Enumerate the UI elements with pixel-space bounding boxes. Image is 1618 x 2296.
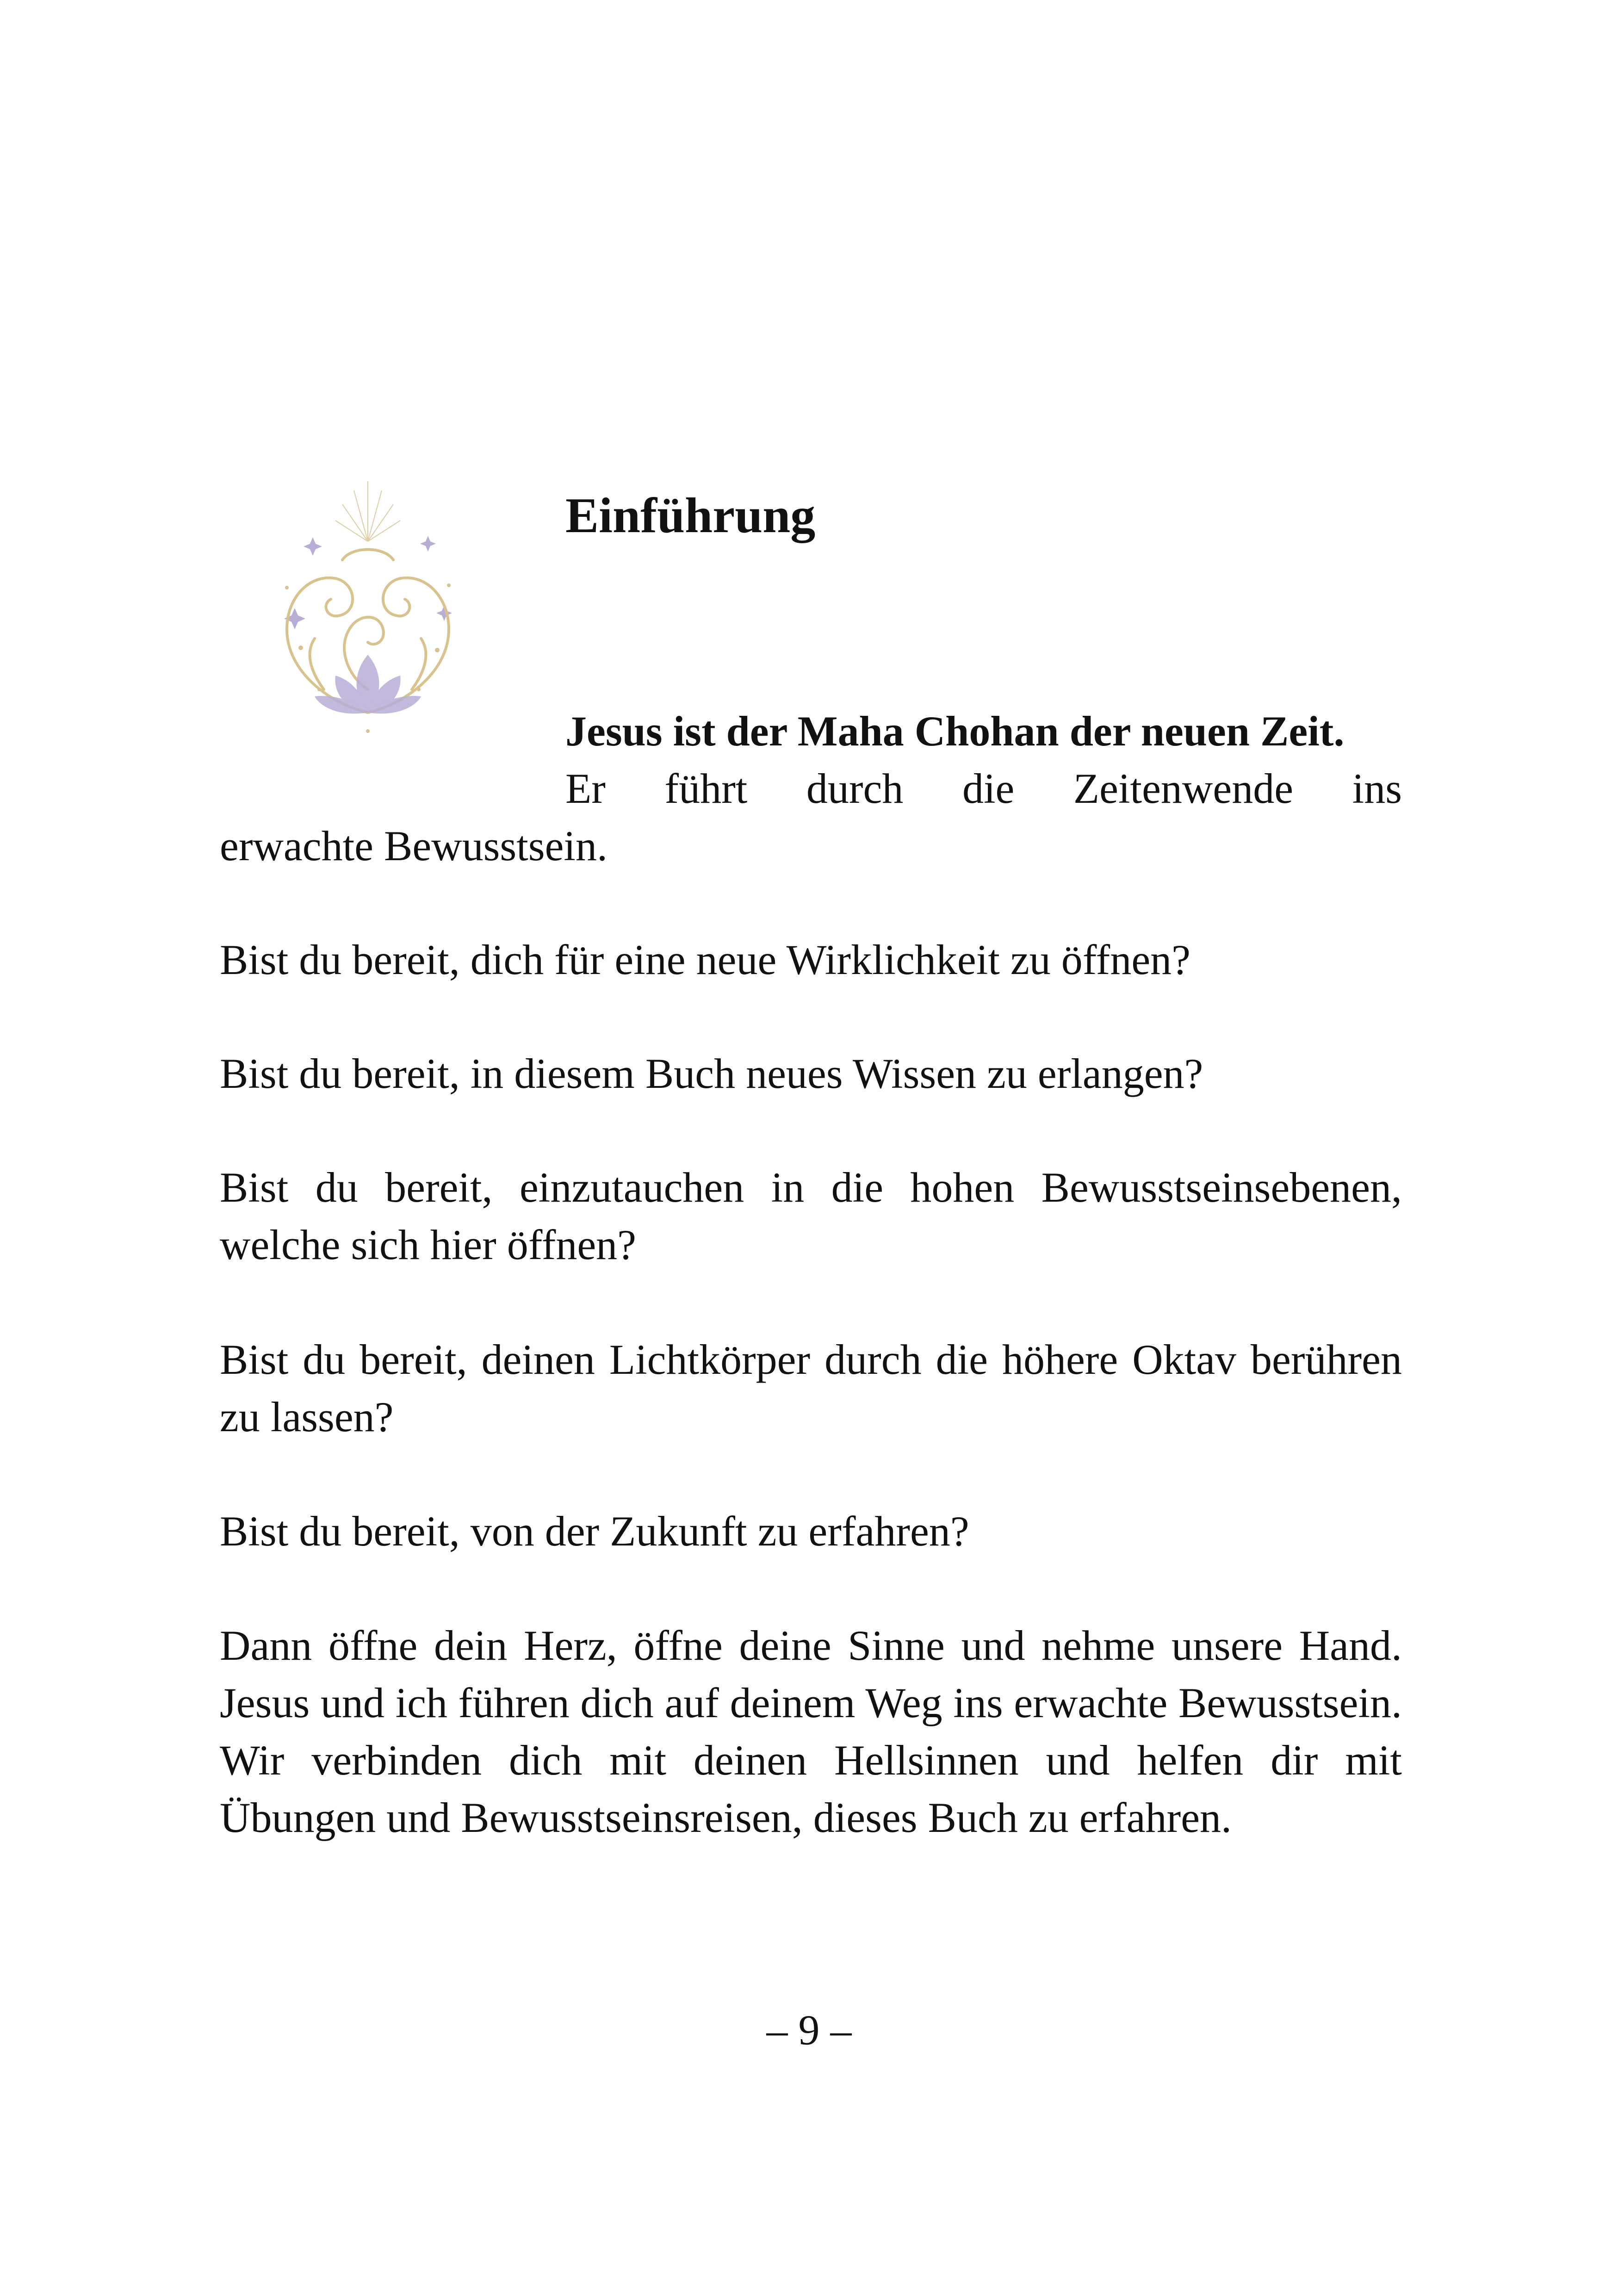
- page-number: – 9 –: [766, 2006, 852, 2054]
- paragraph: Bist du bereit, dich für eine neue Wirklichkeit zu öffnen?: [220, 936, 1190, 983]
- intro-line-continuation: erwachte Bewusstsein.: [220, 822, 608, 869]
- paragraph: Bist du bereit, einzutauchen in die hohen Bewusstseinsebenen, welche sich hier öffnen?: [220, 1164, 1402, 1268]
- intro-line: Er führt durch die Zeitenwende ins: [565, 765, 1402, 812]
- paragraph: Dann öffne dein Herz, öffne deine Sinne und nehme unsere Hand. Jesus und ich führen dich auf deinem Weg ins erwachte Bewusstsein. Wir verbinden dich mit deinen Hellsinnen und helfen dir mit Übungen und Bewusstseinsreisen, dieses Buch zu erfahren.: [220, 1622, 1402, 1841]
- paragraph: Bist du bereit, von der Zukunft zu erfahren?: [220, 1508, 969, 1555]
- paragraph: Bist du bereit, deinen Lichtkörper durch die höhere Oktav berühren zu lassen?: [220, 1336, 1402, 1440]
- intro-bold-line: Jesus ist der Maha Chohan der neuen Zeit.: [565, 707, 1345, 755]
- chapter-title: Einführung: [565, 488, 816, 543]
- lotus-ornament-icon: [259, 472, 477, 740]
- paragraph: Bist du bereit, in diesem Buch neues Wissen zu erlangen?: [220, 1050, 1203, 1097]
